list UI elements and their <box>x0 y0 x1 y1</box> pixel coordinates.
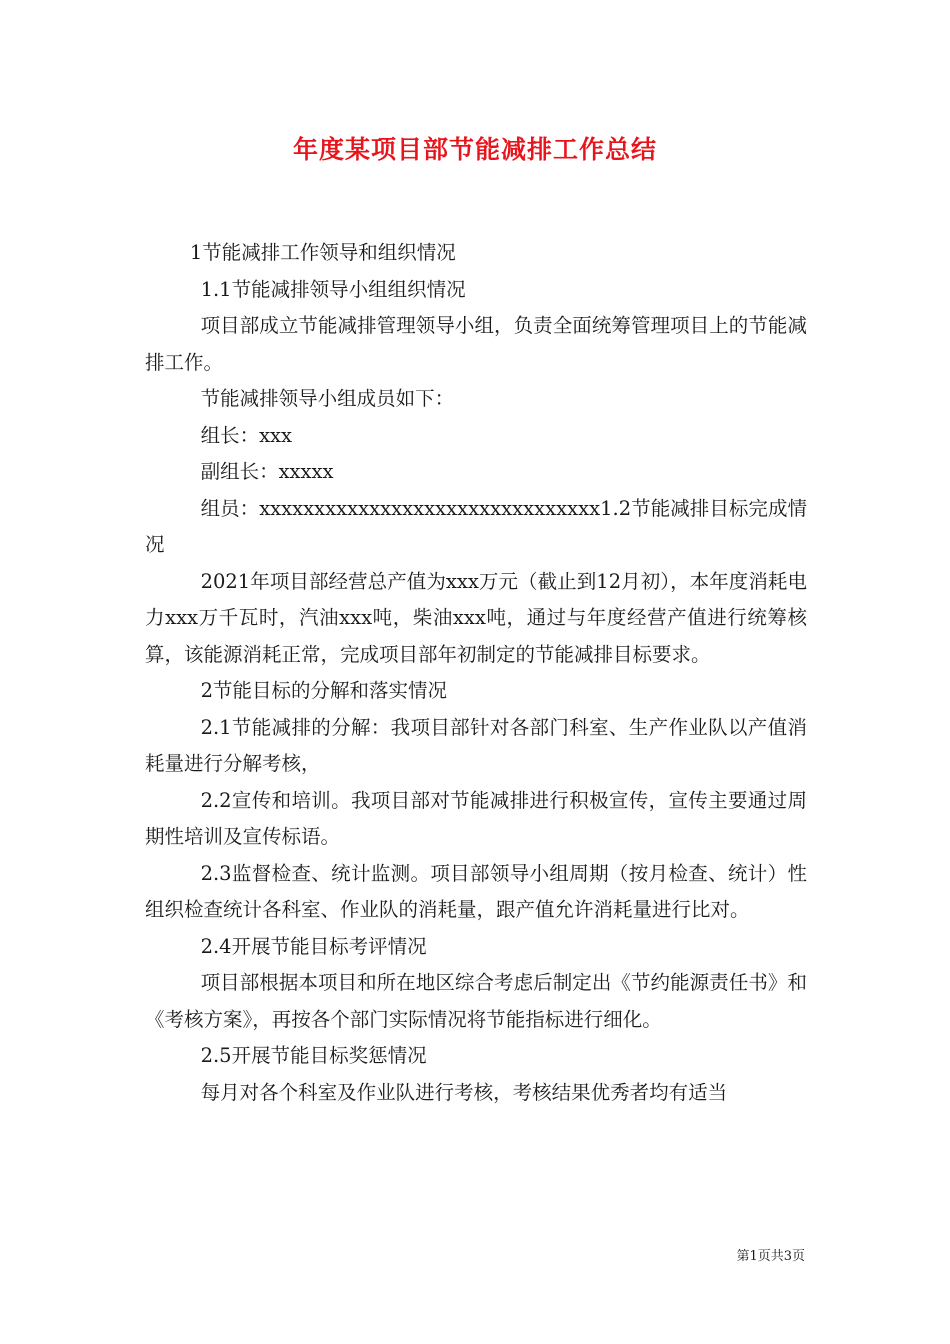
body-paragraph: 2.1节能减排的分解：我项目部针对各部门科室、生产作业队以产值消耗量进行分解考核， <box>145 715 807 775</box>
page-number-footer: 第1页共3页 <box>736 1249 805 1264</box>
subsection-heading-2-5: 2.5开展节能目标奖惩情况 <box>200 1044 427 1067</box>
body-paragraph: 项目部成立节能减排管理领导小组，负责全面统筹管理项目上的节能减排工作。 <box>145 314 807 374</box>
body-paragraph: 2021年项目部经营总产值为xxx万元（截止到12月初），本年度消耗电力xxx万千瓦时，汽油xxx吨，柴油xxx吨，通过与年度经营产值进行统筹核算，该能源消耗正常，完成项目部年初制定的节能减排目标要求。 <box>145 569 807 666</box>
subsection-heading-2-4: 2.4开展节能目标考评情况 <box>200 934 427 958</box>
body-paragraph: 节能减排领导小组成员如下： <box>200 387 455 410</box>
document-body <box>145 235 807 1111</box>
body-paragraph: 项目部根据本项目和所在地区综合考虑后制定出《节约能源责任书》和《考核方案》，再按各个部门实际情况将节能指标进行细化。 <box>145 971 807 1031</box>
body-paragraph: 组员：xxxxxxxxxxxxxxxxxxxxxxxxxxxxxxx1.2节能减排目标完成情况 <box>145 496 807 556</box>
body-paragraph: 组长：xxx <box>200 423 293 447</box>
body-paragraph: 每月对各个科室及作业队进行考核，考核结果优秀者均有适当 <box>200 1080 728 1104</box>
body-paragraph: 副组长：xxxxx <box>200 460 334 483</box>
body-paragraph: 2.2宣传和培训。我项目部对节能减排进行积极宣传，宣传主要通过周期性培训及宣传标语。 <box>145 788 807 848</box>
section-heading-2: 2节能目标的分解和落实情况 <box>200 679 447 702</box>
body-paragraph: 2.3监督检查、统计监测。项目部领导小组周期（按月检查、统计）性组织检查统计各科室、作业队的消耗量，跟产值允许消耗量进行比对。 <box>145 861 807 921</box>
section-heading-1: 1节能减排工作领导和组织情况 <box>189 241 456 264</box>
subsection-heading-1-1: 1.1节能减排领导小组组织情况 <box>200 277 466 301</box>
document-title: 年度某项目部节能减排工作总结 <box>292 135 657 164</box>
